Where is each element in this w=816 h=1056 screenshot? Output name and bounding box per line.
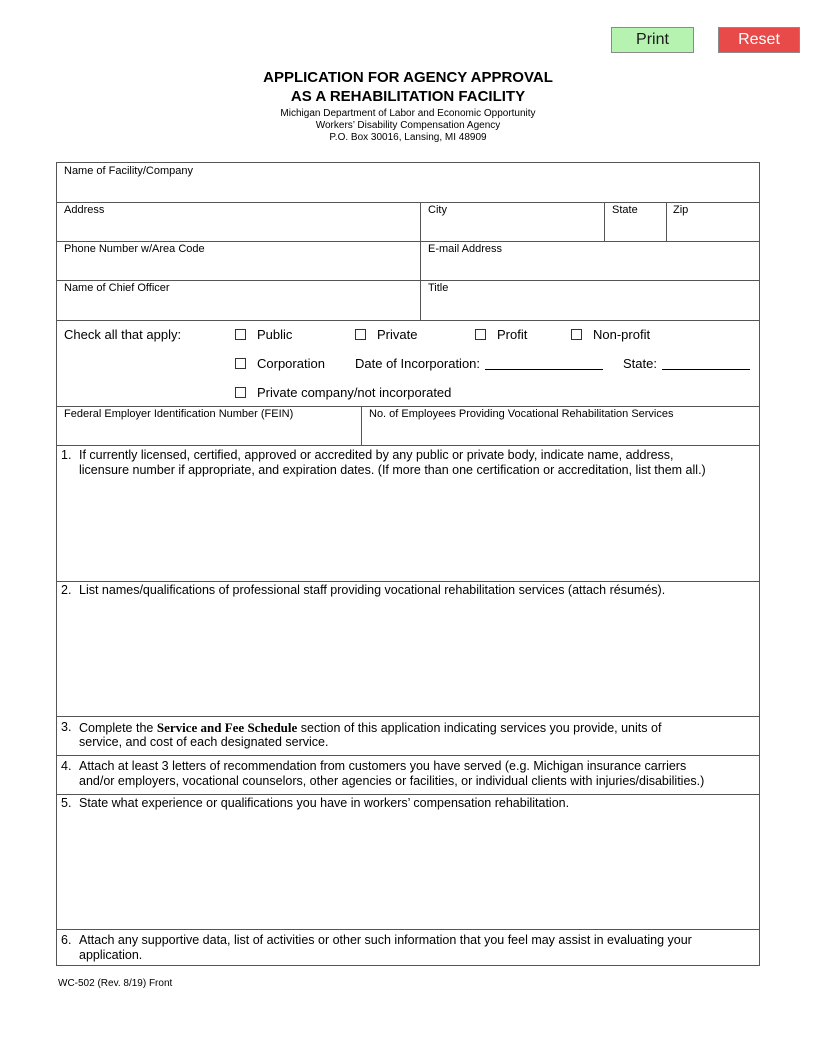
fein-field[interactable]: Federal Employer Identification Number (FEIN)	[64, 408, 294, 420]
nonprofit-checkbox[interactable]: Non-profit	[571, 327, 650, 342]
question-5-line1: State what experience or qualifications you have in workers’ compensation rehabilitation.	[79, 796, 570, 810]
question-4-line1: Attach at least 3 letters of recommendation from customers you have served (e.g. Michigan insurance carriers	[79, 759, 687, 773]
incorporation-state-line[interactable]	[662, 357, 750, 370]
divider	[57, 406, 759, 407]
question-1-line1: If currently licensed, certified, approved or accredited by any public or private body, indicate name, address,	[79, 448, 674, 462]
question-3-line2: service, and cost of each designated service.	[79, 735, 329, 749]
incorporation-date-line[interactable]	[485, 357, 603, 370]
agency-name: Workers’ Disability Compensation Agency	[315, 120, 501, 131]
checkbox-box[interactable]	[475, 329, 486, 340]
facility-name-field[interactable]: Name of Facility/Company	[64, 165, 193, 177]
divider	[57, 755, 759, 756]
question-2-line1: List names/qualifications of professional staff providing vocational rehabilitation services (attach résumés).	[79, 583, 666, 597]
divider	[361, 406, 362, 445]
incorporation-state-field[interactable]: State:	[623, 356, 750, 371]
divider	[57, 445, 759, 446]
divider	[57, 581, 759, 582]
form-number: WC-502 (Rev. 8/19) Front	[58, 978, 173, 989]
application-form: Name of Facility/Company Address City State Zip Phone Number w/Area Code E-mail Address Name of Chief Officer Title Check all that apply: Public Private Profit Non-profit Corporation Date of Incorporation: State: Private company/not incorporated Federal Employer Identification Number (FEIN) No. of Employees Providing Vocational Rehabilitation Services 1. If currently licensed, certified, approved or accredited by any public or private body, indicate name, address, licensure number if appropriate, and expiration dates. (If more than one certification or accreditation, list them all.) 2. List names/qualifications of professional staff providing vocational rehabilitation services (attach résumés). 3. Complete the Service and Fee Schedule section of this application indicating services you provide, units of service, and cost of each designated service. 4. Attach at least 3 letters of recommendation from customers you have served (e.g. Michigan insurance carriers and/or employers, vocational counselors, other agencies or facilities, or individual clients with injuries/disabilities.) 5. State what experience or qualifications you have in workers’ compensation rehabilitation. 6. Attach any supportive data, list of activities or other such information that you feel may assist in evaluating your application.	[56, 162, 760, 966]
divider	[57, 794, 759, 795]
checkbox-box[interactable]	[235, 358, 246, 369]
not-incorporated-checkbox[interactable]: Private company/not incorporated	[235, 385, 451, 400]
divider	[57, 320, 759, 321]
question-6-line2: application.	[79, 948, 143, 962]
incorporation-date-field[interactable]: Date of Incorporation:	[355, 356, 603, 371]
form-title-line1: APPLICATION FOR AGENCY APPROVAL	[263, 69, 553, 86]
checkbox-box[interactable]	[355, 329, 366, 340]
public-checkbox[interactable]: Public	[235, 327, 292, 342]
print-button[interactable]: Print	[611, 27, 694, 53]
department-name: Michigan Department of Labor and Economic Opportunity	[280, 108, 536, 119]
phone-field[interactable]: Phone Number w/Area Code	[64, 243, 205, 255]
divider	[420, 202, 421, 320]
check-all-label: Check all that apply:	[64, 327, 182, 342]
private-checkbox[interactable]: Private	[355, 327, 417, 342]
checkbox-box[interactable]	[571, 329, 582, 340]
checkbox-box[interactable]	[235, 387, 246, 398]
agency-address: P.O. Box 30016, Lansing, MI 48909	[329, 132, 487, 143]
divider	[57, 241, 759, 242]
profit-checkbox[interactable]: Profit	[475, 327, 527, 342]
zip-field[interactable]: Zip	[673, 204, 689, 216]
checkbox-box[interactable]	[235, 329, 246, 340]
question-1-line2: licensure number if appropriate, and expiration dates. (If more than one certification or accreditation, list them all.)	[79, 463, 706, 477]
reset-button[interactable]: Reset	[718, 27, 800, 53]
city-field[interactable]: City	[428, 204, 447, 216]
divider	[666, 202, 667, 241]
title-field[interactable]: Title	[428, 282, 449, 294]
divider	[604, 202, 605, 241]
address-field[interactable]: Address	[64, 204, 105, 216]
form-title-line2: AS A REHABILITATION FACILITY	[290, 88, 526, 105]
question-6-line1: Attach any supportive data, list of activities or other such information that you feel may assist in evaluating your	[79, 933, 692, 947]
corporation-checkbox[interactable]: Corporation	[235, 356, 325, 371]
question-4-line2: and/or employers, vocational counselors, other agencies or facilities, or individual clients with injuries/disabilities.)	[79, 774, 705, 788]
email-field[interactable]: E-mail Address	[428, 243, 502, 255]
divider	[57, 929, 759, 930]
state-field[interactable]: State	[612, 204, 638, 216]
divider	[57, 202, 759, 203]
divider	[57, 280, 759, 281]
question-3-line1: Complete the Service and Fee Schedule section of this application indicating services you provide, units of	[79, 720, 662, 735]
service-fee-schedule-ref: Service and Fee Schedule	[156, 720, 298, 735]
employees-field[interactable]: No. of Employees Providing Vocational Rehabilitation Services	[369, 408, 674, 420]
divider	[57, 716, 759, 717]
chief-officer-field[interactable]: Name of Chief Officer	[64, 282, 170, 294]
